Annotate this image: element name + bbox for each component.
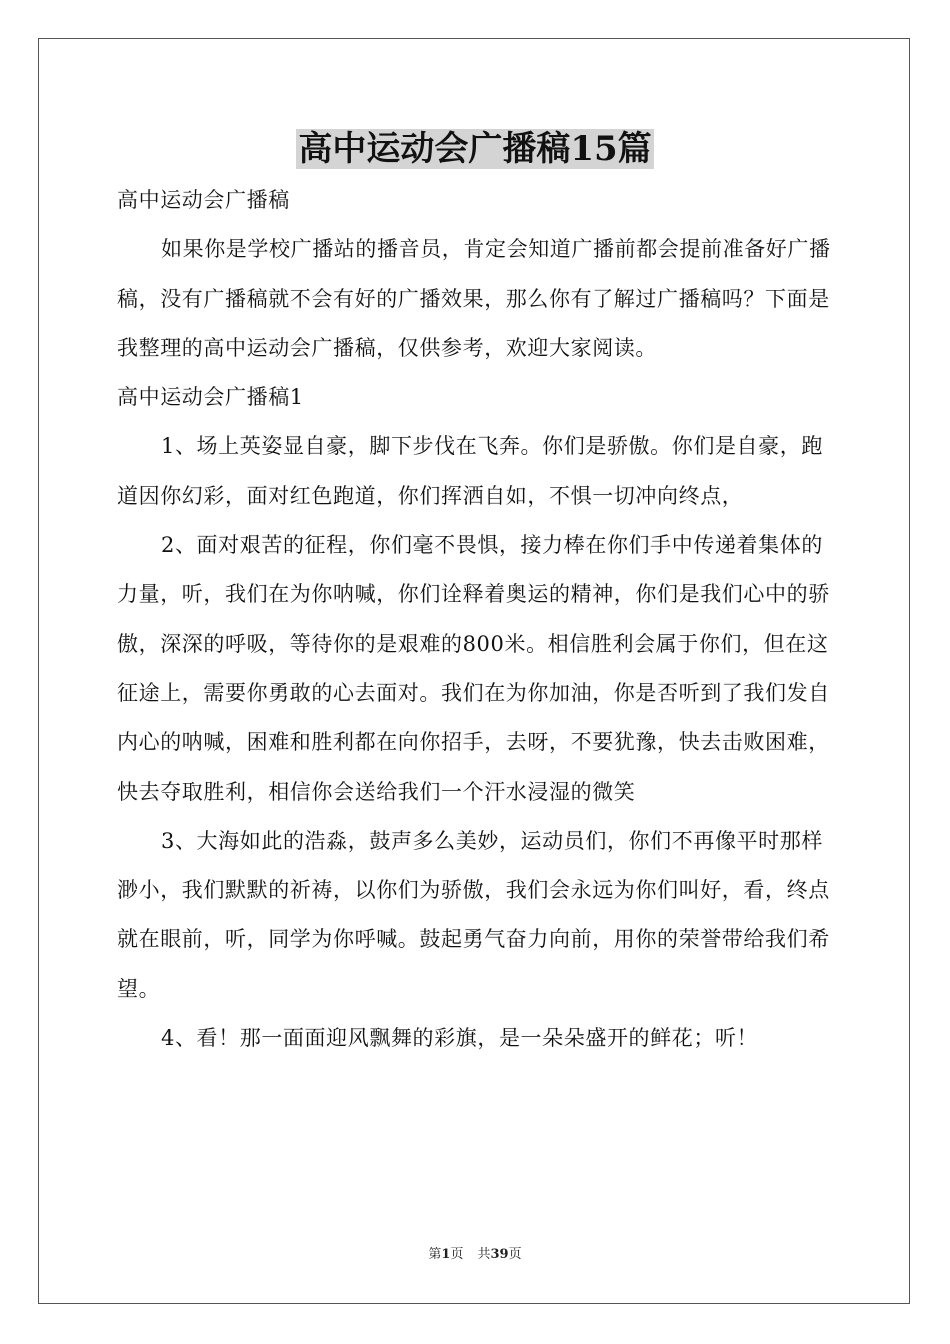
body-paragraph: 3、大海如此的浩淼，鼓声多么美妙，运动员们，你们不再像平时那样渺小，我们默默的祈祷，以你们为骄傲，我们会永远为你们叫好，看，终点就在眼前，听，同学为你呼喊。鼓起勇气奋力向前，用你的荣誉带给我们希望。 (117, 828, 830, 1001)
page-prefix: 第 (428, 1247, 442, 1262)
total-pages: 39 (490, 1247, 509, 1262)
document-body (117, 176, 835, 1063)
total-prefix: 共 (477, 1247, 491, 1262)
document-title-text: 高中运动会广播稿15篇 (298, 129, 652, 169)
total-suffix: 页 (508, 1247, 522, 1262)
body-paragraph: 1、场上英姿显自豪，脚下步伐在飞奔。你们是骄傲。你们是自豪，跑道因你幻彩，面对红色跑道，你们挥洒自如，不惧一切冲向终点， (117, 434, 823, 508)
intro-paragraph: 如果你是学校广播站的播音员，肯定会知道广播前都会提前准备好广播稿，没有广播稿就不会有好的广播效果，那么你有了解过广播稿吗？下面是我整理的高中运动会广播稿，仅供参考，欢迎大家阅读。 (117, 237, 831, 360)
body-paragraph: 2、面对艰苦的征程，你们毫不畏惧，接力棒在你们手中传递着集体的力量，听，我们在为你呐喊，你们诠释着奥运的精神，你们是我们心中的骄傲，深深的呼吸，等待你的是艰难的800米。相信胜利会属于你们，但在这征途上，需要你勇敢的心去面对。我们在为你加油，你是否听到了我们发自内心的呐喊，困难和胜利都在向你招手，去呀，不要犹豫，快去击败困难，快去夺取胜利，相信你会送给我们一个汗水浸湿的微笑 (117, 533, 830, 804)
document-title (0, 126, 950, 172)
page-footer (0, 1246, 950, 1264)
section-heading: 高中运动会广播稿 (117, 188, 290, 212)
section-heading: 高中运动会广播稿1 (117, 385, 304, 410)
page-number: 1 (441, 1247, 451, 1262)
page-suffix: 页 (450, 1247, 464, 1262)
body-paragraph: 4、看！那一面面迎风飘舞的彩旗，是一朵朵盛开的鲜花；听！ (161, 1026, 759, 1051)
